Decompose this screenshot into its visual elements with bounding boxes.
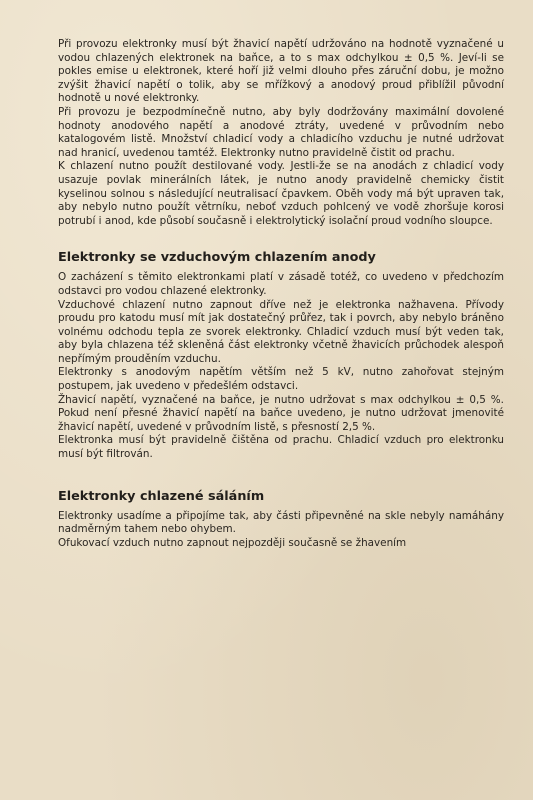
paragraph-air-dust: Elektronka musí být pravidelně čištěna od prachu. Chladicí vzduch pro elektronku musí být filtrován.: [58, 434, 504, 461]
heading-air-cooled: Elektronky se vzduchovým chlazením anody: [58, 250, 376, 266]
paragraph-max-ratings: Při provozu je bezpodmínečně nutno, aby byly dodržovány maximální dovolené hodnoty anodového napětí a anodové ztráty, uvedené v průvodním nebo katalogovém listě. Množství chladicí vody a chladicího vzduchu je nutné udržovat nad hranicí, uvedenou tamtéž. Elektronky nutno pravidelně čistit od prachu.: [58, 105, 504, 159]
paragraph-air-cooling-start: Vzduchové chlazení nutno zapnout dříve než je elektronka nažhavena. Přívody proudu pro katodu musí mít jak dostatečný průřez, tak i povrch, aby nebylo bráněno volnému odchodu tepla ze svorek elektronky. Chladicí vzduch musí být veden tak, aby byla chlazena též skleněná část elektronky včetně žhavicích průchodek alespoň nepřímým prouděním vzduchu.: [58, 298, 504, 365]
paragraph-air-intro: O zacházení s těmito elektronkami platí v zásadě totéž, co uvedeno v předchozím odstavci pro vodou chlazené elektronky.: [58, 271, 504, 297]
paragraph-radiation-mounting: Elektronky usadíme a připojíme tak, aby části připevněné na skle nebyly namáhány nadměrným tahem nebo ohybem.: [58, 509, 504, 536]
paragraph-filament-voltage: Při provozu elektronky musí být žhavicí napětí udržováno na hodnotě vyznačené u vodou chlazených elektronek na baňce, a to s max odchylkou ± 0,5 %. Jeví-li se pokles emise u elektronek, které hoří již velmi dlouho přes záruční dobu, je možno zvýšit žhavicí napětí o tolik, aby se mřížkový a anodový proud přiblížil původní hodnotě u nové elektronky.: [58, 38, 504, 105]
paragraph-air-high-voltage: Elektronky s anodovým napětím větším než 5 kV, nutno zahořovat stejným postupem, jak uvedeno v předešlém odstavci.: [58, 366, 504, 393]
paragraph-distilled-water: K chlazení nutno použít destilované vody. Jestli-že se na anodách z chladicí vody usazuje povlak minerálních látek, je nutno anody pravidelně chemicky čistit kyselinou solnou s následující neutralisací čpavkem. Oběh vody má být upraven tak, aby nebylo nutno použít větrníku, neboť vzduch pohlcený ve vodě zhoršuje korosi potrubí i anod, kde působí současně i elektrolytický isolační proud vodního sloupce.: [58, 160, 504, 227]
document-page: [58, 38, 504, 550]
paragraph-air-filament-voltage: Žhavicí napětí, vyznačené na baňce, je nutno udržovat s max odchylkou ± 0,5 %. Pokud není přesné žhavicí napětí na baňce uvedeno, je nutno udržovat jmenovité žhavicí napětí, uvedené v průvodním listě, s přesností 2,5 %.: [58, 393, 504, 433]
paragraph-radiation-airflow: Ofukovací vzduch nutno zapnout nejpozději současně se žhavením: [58, 536, 407, 549]
heading-radiation-cooled: Elektronky chlazené sáláním: [58, 488, 265, 504]
